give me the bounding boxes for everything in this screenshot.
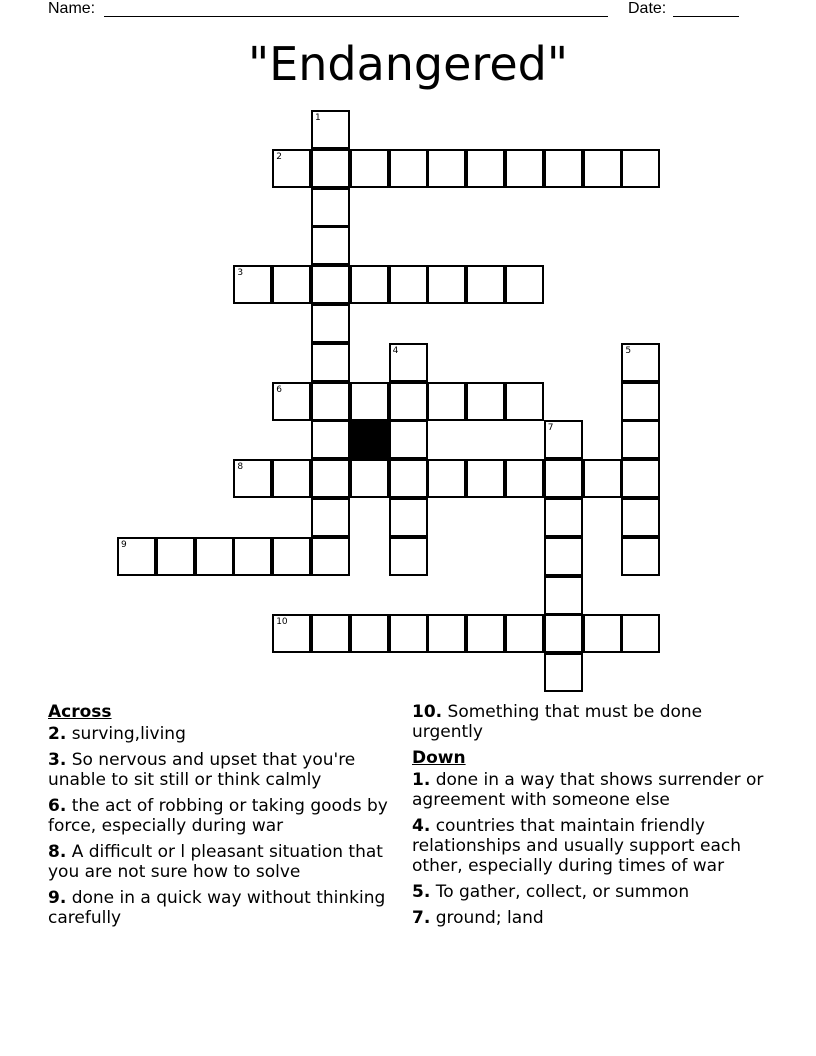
clue-number: 5 xyxy=(625,345,632,356)
clue-across-8: 8. A difficult or l pleasant situation that you are not sure how to solve xyxy=(48,842,383,882)
black-cell xyxy=(350,420,389,459)
grid-cell[interactable] xyxy=(621,614,660,653)
grid-cell[interactable] xyxy=(544,537,583,576)
grid-cell[interactable] xyxy=(195,537,234,576)
across-heading: Across xyxy=(48,702,112,722)
grid-cell[interactable] xyxy=(427,265,466,304)
grid-cell[interactable] xyxy=(505,382,544,421)
grid-cell[interactable] xyxy=(427,382,466,421)
grid-cell[interactable] xyxy=(583,459,622,498)
grid-cell[interactable] xyxy=(389,498,428,537)
grid-cell[interactable] xyxy=(117,537,156,576)
page-title: "Endangered" xyxy=(248,37,568,91)
grid-cell[interactable] xyxy=(311,382,350,421)
grid-cell[interactable] xyxy=(311,304,350,343)
grid-cell[interactable] xyxy=(272,459,311,498)
clue-across-3: 3. So nervous and upset that you're unable to sit still or think calmly xyxy=(48,750,356,790)
grid-cell[interactable] xyxy=(466,459,505,498)
grid-cell[interactable] xyxy=(389,459,428,498)
grid-cell[interactable] xyxy=(544,149,583,188)
grid-cell[interactable] xyxy=(544,420,583,459)
grid-cell[interactable] xyxy=(311,459,350,498)
grid-cell[interactable] xyxy=(505,149,544,188)
grid-cell[interactable] xyxy=(544,498,583,537)
grid-cell[interactable] xyxy=(544,614,583,653)
grid-cell[interactable] xyxy=(350,382,389,421)
clue-number: 8 xyxy=(237,462,244,473)
clue-number: 2 xyxy=(276,151,282,162)
clue-across-10: 10. Something that must be done urgently xyxy=(412,702,703,742)
grid-cell[interactable] xyxy=(350,614,389,653)
grid-cell[interactable] xyxy=(311,149,350,188)
clue-number: 4 xyxy=(392,345,399,356)
grid-cell[interactable] xyxy=(156,537,195,576)
grid-cell[interactable] xyxy=(311,498,350,537)
grid-cell[interactable] xyxy=(350,265,389,304)
grid-cell[interactable] xyxy=(583,614,622,653)
grid-cell[interactable] xyxy=(350,459,389,498)
grid-cell[interactable] xyxy=(389,382,428,421)
clue-down-4: 4. countries that maintain friendly relationships and usually support each other, especially during times of war xyxy=(412,816,741,876)
grid-cell[interactable] xyxy=(311,265,350,304)
grid-cell[interactable] xyxy=(311,420,350,459)
grid-cell[interactable] xyxy=(621,498,660,537)
grid-cell[interactable] xyxy=(583,149,622,188)
grid-cell[interactable] xyxy=(311,537,350,576)
grid-cell[interactable] xyxy=(466,614,505,653)
grid-cell[interactable] xyxy=(505,459,544,498)
down-heading: Down xyxy=(412,748,466,768)
grid-cell[interactable] xyxy=(505,265,544,304)
grid-cell[interactable] xyxy=(621,420,660,459)
clue-down-7: 7. ground; land xyxy=(412,908,544,928)
clue-number: 7 xyxy=(547,423,554,434)
grid-cell[interactable] xyxy=(389,614,428,653)
clue-down-1: 1. done in a way that shows surrender or agreement with someone else xyxy=(412,770,764,810)
clue-number: 9 xyxy=(121,539,127,550)
grid-cell[interactable] xyxy=(389,265,428,304)
grid-cell[interactable] xyxy=(466,149,505,188)
grid-cell[interactable] xyxy=(621,459,660,498)
grid-cell[interactable] xyxy=(621,343,660,382)
clue-number: 3 xyxy=(237,268,244,279)
clue-down-5: 5. To gather, collect, or summon xyxy=(412,882,690,902)
clues-right-column xyxy=(412,702,772,934)
grid-cell[interactable] xyxy=(389,537,428,576)
clue-across-2: 2. surving,living xyxy=(48,724,186,744)
grid-cell[interactable] xyxy=(389,343,428,382)
grid-cell[interactable] xyxy=(272,614,311,653)
grid-cell[interactable] xyxy=(389,149,428,188)
grid-cell[interactable] xyxy=(544,459,583,498)
grid-cell[interactable] xyxy=(427,149,466,188)
grid-cell[interactable] xyxy=(311,343,350,382)
grid-cell[interactable] xyxy=(505,614,544,653)
grid-cell[interactable] xyxy=(621,382,660,421)
grid-cell[interactable] xyxy=(389,420,428,459)
grid-cell[interactable] xyxy=(233,459,272,498)
grid-cell[interactable] xyxy=(544,653,583,692)
clue-number: 1 xyxy=(315,113,321,123)
grid-cell[interactable] xyxy=(621,537,660,576)
grid-cell[interactable] xyxy=(427,614,466,653)
grid-cell[interactable] xyxy=(272,265,311,304)
grid-cell[interactable] xyxy=(311,110,350,149)
grid-cell[interactable] xyxy=(544,576,583,615)
clue-across-9: 9. done in a quick way without thinking carefully xyxy=(48,888,386,928)
grid-cell[interactable] xyxy=(427,459,466,498)
grid-cell[interactable] xyxy=(233,265,272,304)
grid-cell[interactable] xyxy=(272,149,311,188)
grid-cell[interactable] xyxy=(466,382,505,421)
clue-number: 6 xyxy=(276,384,282,395)
grid-cell[interactable] xyxy=(233,537,272,576)
grid-cell[interactable] xyxy=(311,614,350,653)
clues-left-column xyxy=(48,702,398,934)
grid-cell[interactable] xyxy=(272,537,311,576)
grid-cell[interactable] xyxy=(311,188,350,227)
date-label: Date: xyxy=(628,0,667,17)
grid-cell[interactable] xyxy=(350,149,389,188)
grid-cell[interactable] xyxy=(621,149,660,188)
grid-cell[interactable] xyxy=(272,382,311,421)
name-label: Name: xyxy=(48,0,96,17)
clue-across-6: 6. the act of robbing or taking goods by force, especially during war xyxy=(48,796,388,836)
clue-number: 10 xyxy=(276,617,288,628)
grid-cell[interactable] xyxy=(311,226,350,265)
grid-cell[interactable] xyxy=(466,265,505,304)
